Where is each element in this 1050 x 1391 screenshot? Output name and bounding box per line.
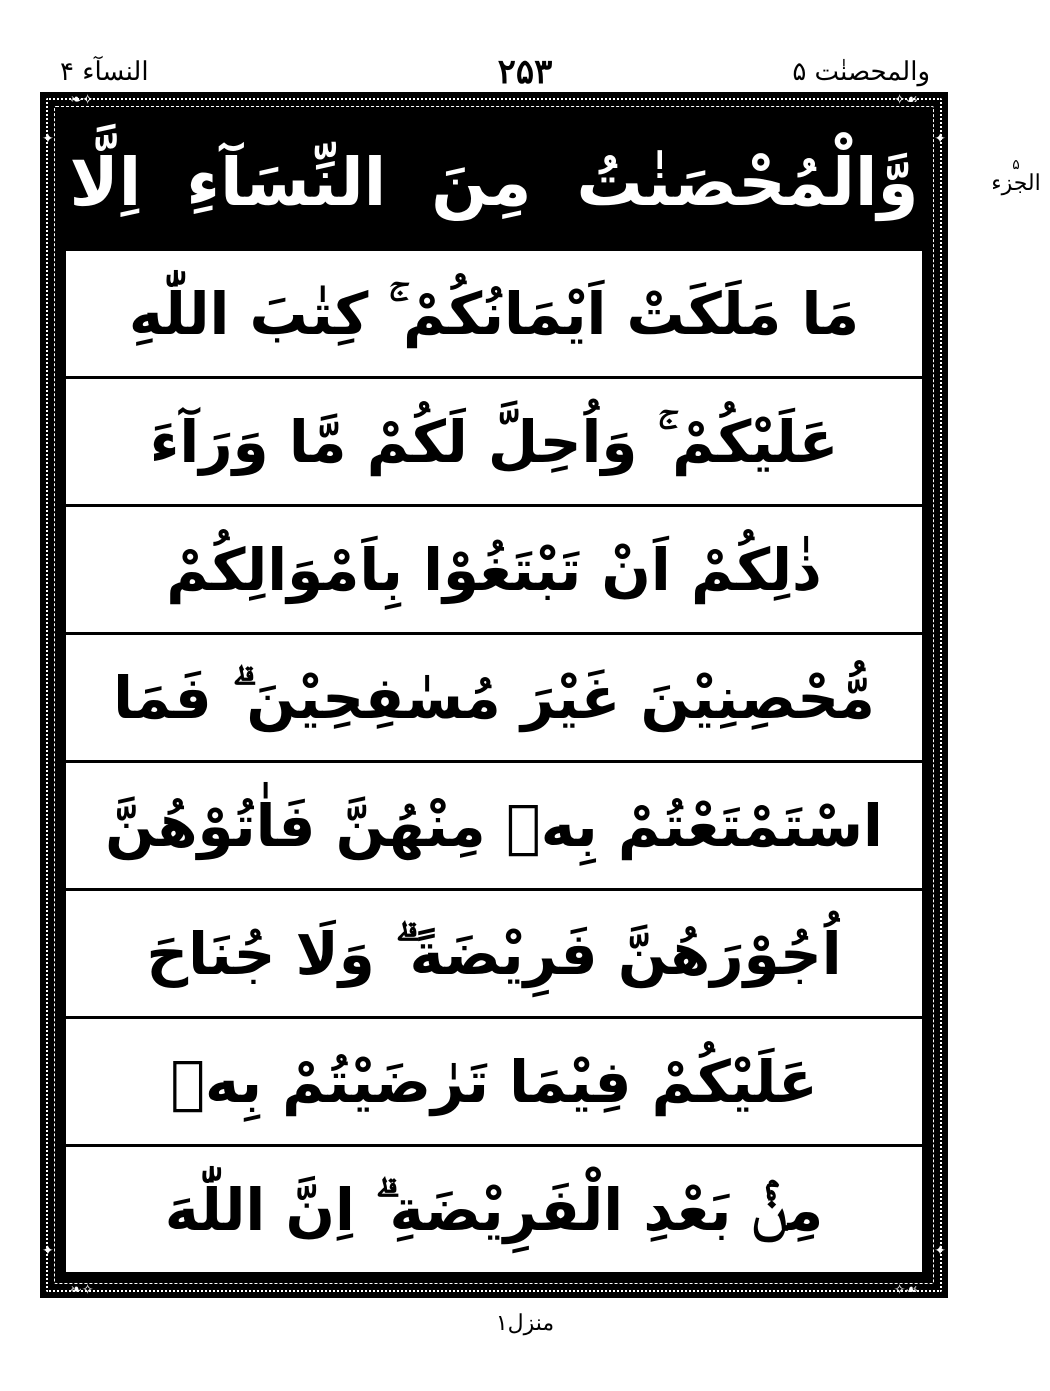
corner-ornament-icon: ✧☙: [893, 92, 918, 108]
juz-marginal-number: ۵: [1012, 157, 1020, 173]
juz-marginal-note: [990, 158, 1042, 196]
verse-line: اسْتَمْتَعْتُمْ بِهٖ مِنْهُنَّ فَاٰتُوْهُنَّ: [66, 763, 922, 888]
side-ornament-icon: ✦: [934, 131, 946, 147]
verse-line: ذٰلِكُمْ اَنْ تَبْتَغُوْا بِاَمْوَالِكُمْ: [66, 507, 922, 632]
corner-ornament-icon: ❧✧: [70, 1282, 94, 1298]
verse-line: مُّحْصِنِيْنَ غَيْرَ مُسٰفِحِيْنَ ۗ فَمَا: [66, 635, 922, 760]
side-ornament-icon: ✦: [934, 1243, 946, 1259]
verse-line: اُجُوْرَهُنَّ فَرِيْضَةً ۗ وَلَا جُنَاحَ: [66, 891, 922, 1016]
verse-line: عَلَيْكُمْ ۚ وَاُحِلَّ لَكُمْ مَّا وَرَآءَ: [66, 379, 922, 504]
header-surah-name: النسآء ۴: [60, 57, 149, 87]
ornamental-border: [40, 92, 948, 1298]
manzil-footer: منزل۱: [495, 1311, 555, 1336]
side-ornament-icon: ✦: [42, 131, 54, 147]
corner-ornament-icon: ❧✧: [70, 92, 94, 108]
header-juz-name: والمحصنٰت ۵: [792, 57, 930, 87]
juz-marginal-label: الجزء: [991, 171, 1041, 196]
verse-line: عَلَيْكُمْ فِيْمَا تَرٰضَيْتُمْ بِهٖ: [66, 1019, 922, 1144]
corner-ornament-icon: ✧☙: [893, 1282, 918, 1298]
text-panel: [66, 118, 922, 1272]
verse-line: مَا مَلَكَتْ اَيْمَانُكُمْ ۚ كِتٰبَ اللّٰهِ: [66, 251, 922, 376]
verse-line: مِنْۢ بَعْدِ الْفَرِيْضَةِ ۗ اِنَّ اللّٰهَ: [66, 1147, 922, 1272]
side-ornament-icon: ✦: [42, 1243, 54, 1259]
juz-title-line: وَّالْمُحْصَنٰتُ مِنَ النِّسَآءِ اِلَّا: [66, 118, 922, 248]
page-number: ۲۵۳: [497, 52, 553, 92]
